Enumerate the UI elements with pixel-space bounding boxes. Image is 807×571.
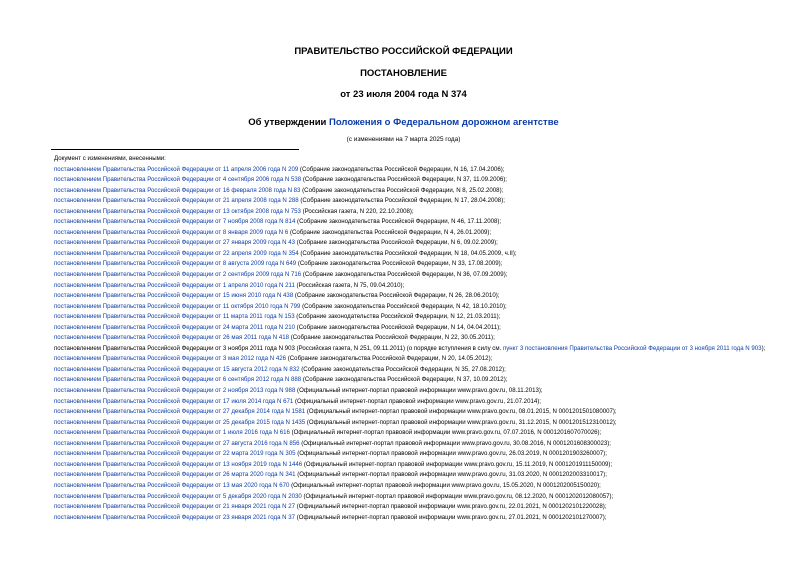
amendment-item <box>38 344 800 355</box>
amendment-link[interactable]: постановлением Правительства Российской Федерации от 22 марта 2019 года N 305 <box>54 450 296 458</box>
amendment-link[interactable]: постановлением Правительства Российской Федерации от 2 ноября 2013 года N 988 <box>54 387 296 395</box>
amendment-link[interactable]: постановлением Правительства Российской Федерации от 27 января 2009 года N 43 <box>54 239 296 247</box>
amendment-link[interactable]: постановлением Правительства Российской Федерации от 24 марта 2011 года N 210 <box>54 323 296 331</box>
amendment-source: (Официальный интернет-портал правовой информации www.pravo.gov.ru, 30.08.2016, N 0001201608300023); <box>299 439 611 447</box>
amendment-link[interactable]: постановлением Правительства Российской Федерации от 4 сентября 2006 года N 538 <box>54 176 302 184</box>
amendment-source: (Официальный интернет-портал правовой информации www.pravo.gov.ru, 15.05.2020, N 0001202005150020); <box>289 481 601 489</box>
amendment-source: (Официальный интернет-портал правовой информации www.pravo.gov.ru, 27.01.2021, N 0001202101270007); <box>295 513 607 521</box>
revision-note: (с изменениями на 7 марта 2025 года) <box>346 136 461 143</box>
amendment-source: (Собрание законодательства Российской Федерации, N 37, 10.09.2012); <box>301 376 508 384</box>
amendment-item <box>38 365 800 376</box>
amendment-source: (Собрание законодательства Российской Федерации, N 20, 14.05.2012); <box>286 355 493 363</box>
amendment-link[interactable]: постановлением Правительства Российской Федерации от 3 мая 2012 года N 426 <box>54 355 287 363</box>
amendments-list <box>38 154 800 523</box>
amendment-item <box>38 333 800 344</box>
amendment-source: (Собрание законодательства Российской Федерации, N 16, 17.04.2006); <box>298 165 505 173</box>
amendment-item <box>38 397 800 408</box>
amendment-source: (Российская газета, N 75, 09.04.2010); <box>294 281 405 289</box>
amendment-link[interactable]: постановлением Правительства Российской Федерации от 6 сентября 2012 года N 888 <box>54 376 302 384</box>
amendment-link[interactable]: постановлением Правительства Российской Федерации от 22 апреля 2009 года N 354 <box>54 249 299 257</box>
amendment-item <box>38 492 800 503</box>
amendment-source: (Собрание законодательства Российской Федерации, N 46, 17.11.2008); <box>295 218 502 226</box>
amendment-link[interactable]: постановлением Правительства Российской Федерации от 13 октября 2008 года N 753 <box>54 207 301 215</box>
amendment-item <box>38 407 800 418</box>
amendment-item <box>38 186 800 197</box>
amendment-item <box>38 291 800 302</box>
amendment-link[interactable]: постановлением Правительства Российской Федерации от 5 декабря 2020 года N 2030 <box>54 492 302 500</box>
amendment-link[interactable]: постановлением Правительства Российской Федерации от 26 марта 2020 года N 341 <box>54 471 296 479</box>
amendment-link[interactable]: постановлением Правительства Российской Федерации от 11 октября 2010 года N 799 <box>54 302 301 310</box>
amendment-source: (Собрание законодательства Российской Федерации, N 36, 07.09.2009); <box>301 271 508 279</box>
amendment-item <box>38 481 800 492</box>
document-type-heading: ПОСТАНОВЛЕНИЕ <box>360 68 447 79</box>
amendment-item <box>38 502 800 513</box>
amendment-item <box>38 207 800 218</box>
amendment-source: (Собрание законодательства Российской Федерации, N 4, 26.01.2009); <box>288 228 492 236</box>
amendment-item <box>38 386 800 397</box>
amendment-link[interactable]: постановлением Правительства Российской Федерации от 1 апреля 2010 года N 211 <box>54 281 295 289</box>
amendment-link[interactable]: постановлением Правительства Российской Федерации от 17 июля 2014 года N 671 <box>54 397 294 405</box>
amendment-item <box>38 449 800 460</box>
amendment-source: (Собрание законодательства Российской Федерации, N 33, 17.08.2009); <box>296 260 503 268</box>
amendment-link[interactable]: постановлением Правительства Российской Федерации от 15 августа 2012 года N 832 <box>54 365 300 373</box>
amendment-item <box>38 418 800 429</box>
amendment-item <box>38 439 800 450</box>
amendment-item <box>38 428 800 439</box>
amendment-source: (Официальный интернет-портал правовой информации www.pravo.gov.ru, 22.01.2021, N 0001202101220028); <box>295 503 607 511</box>
amendment-source: (Российская газета, N 220, 22.10.2008); <box>300 207 414 215</box>
amendment-source: (Собрание законодательства Российской Федерации, N 14, 04.04.2011); <box>295 323 501 331</box>
amendment-link[interactable]: постановлением Правительства Российской Федерации от 13 мая 2020 года N 670 <box>54 481 290 489</box>
amendment-item <box>38 470 800 481</box>
amendment-source: (Официальный интернет-портал правовой информации www.pravo.gov.ru, 31.12.2015, N 0001201512310012); <box>305 418 617 426</box>
amendment-item <box>38 281 800 292</box>
amendment-source: (Официальный интернет-портал правовой информации www.pravo.gov.ru, 08.12.2020, N 0001202012080057); <box>301 492 614 500</box>
government-heading: ПРАВИТЕЛЬСТВО РОССИЙСКОЙ ФЕДЕРАЦИИ <box>294 46 513 57</box>
amendment-item <box>38 217 800 228</box>
amendment-item <box>38 513 800 524</box>
amendment-clause-link[interactable]: пункт 3 постановления Правительства Российской Федерации от 3 ноября 2011 года N 903 <box>502 344 762 352</box>
amendment-link[interactable]: постановлением Правительства Российской Федерации от 8 января 2009 года N 6 <box>54 228 289 236</box>
amendment-source: (Официальный интернет-портал правовой информации www.pravo.gov.ru, 07.07.2016, N 0001201607070026); <box>289 429 602 437</box>
amendment-source: (Собрание законодательства Российской Федерации, N 12, 21.03.2011); <box>294 313 501 321</box>
document-title <box>0 117 807 128</box>
amendment-link[interactable]: постановлением Правительства Российской Федерации от 8 августа 2009 года N 649 <box>54 260 297 268</box>
amendment-source: (Официальный интернет-портал правовой информации www.pravo.gov.ru, 15.11.2019, N 0001201911150009); <box>302 460 613 468</box>
amendment-source: (Собрание законодательства Российской Федерации, N 22, 30.05.2011); <box>289 334 495 342</box>
regulation-link[interactable]: Положения о Федеральном дорожном агентстве <box>329 117 559 128</box>
divider <box>51 149 299 150</box>
amendment-item <box>38 375 800 386</box>
amendment-item <box>38 165 800 176</box>
amendment-link[interactable]: постановлением Правительства Российской Федерации от 7 ноября 2008 года N 814 <box>54 218 296 226</box>
amendment-item <box>38 228 800 239</box>
amendment-source: (Официальный интернет-портал правовой информации www.pravo.gov.ru, 08.01.2015, N 0001201501080007); <box>305 408 617 416</box>
amendment-link[interactable]: постановлением Правительства Российской Федерации от 23 января 2021 года N 37 <box>54 513 296 521</box>
amendment-item <box>38 302 800 313</box>
amendment-item <box>38 238 800 249</box>
amendment-link[interactable]: постановлением Правительства Российской Федерации от 15 июня 2010 года N 438 <box>54 292 294 300</box>
amendment-source: (Официальный интернет-портал правовой информации www.pravo.gov.ru, 08.11.2013); <box>295 387 543 395</box>
amendment-source: (Собрание законодательства Российской Федерации, N 8, 25.02.2008); <box>300 186 504 194</box>
amendment-item <box>38 175 800 186</box>
amendment-source: (Официальный интернет-портал правовой информации www.pravo.gov.ru, 26.03.2019, N 0001201903260007); <box>295 450 607 458</box>
amendment-item <box>38 312 800 323</box>
amendment-item <box>38 259 800 270</box>
amendment-item <box>38 323 800 334</box>
amendment-link[interactable]: постановлением Правительства Российской Федерации от 21 января 2021 года N 27 <box>54 503 296 511</box>
amendment-item <box>38 270 800 281</box>
title-prefix: Об утверждении <box>248 117 330 128</box>
amendment-link[interactable]: постановлением Правительства Российской Федерации от 27 августа 2016 года N 856 <box>54 439 300 447</box>
amendment-link[interactable]: постановлением Правительства Российской Федерации от 13 ноября 2019 года N 1446 <box>54 460 303 468</box>
amendment-link[interactable]: постановлением Правительства Российской Федерации от 26 мая 2011 года N 418 <box>54 334 289 342</box>
amendment-source: (Официальный интернет-портал правовой информации www.pravo.gov.ru, 31.03.2020, N 0001202003310017); <box>295 471 607 479</box>
amendment-item <box>38 196 800 207</box>
amendment-link[interactable]: постановлением Правительства Российской Федерации от 25 декабря 2015 года N 1435 <box>54 418 306 426</box>
amendment-link[interactable]: постановлением Правительства Российской Федерации от 11 марта 2011 года N 153 <box>54 313 295 321</box>
amendment-link[interactable]: постановлением Правительства Российской Федерации от 1 июля 2016 года N 616 <box>54 429 290 437</box>
amendment-source: (Официальный интернет-портал правовой информации www.pravo.gov.ru, 21.07.2014); <box>293 397 541 405</box>
amendment-source: (Собрание законодательства Российской Федерации, N 35, 27.08.2012); <box>299 365 506 373</box>
amendment-source: (Собрание законодательства Российской Федерации, N 6, 09.02.2009); <box>295 239 498 247</box>
amendment-tail: ); <box>761 344 766 352</box>
amendment-link[interactable]: постановлением Правительства Российской Федерации от 27 декабря 2014 года N 1581 <box>54 408 306 416</box>
amendment-link[interactable]: постановлением Правительства Российской Федерации от 16 февраля 2008 года N 83 <box>54 186 301 194</box>
amendment-link[interactable]: постановлением Правительства Российской Федерации от 11 апреля 2006 года N 209 <box>54 165 299 173</box>
amendment-item <box>38 249 800 260</box>
amendments-intro: Документ с изменениями, внесенными: <box>54 155 166 162</box>
amendment-source: (Собрание законодательства Российской Федерации, N 26, 28.06.2010); <box>293 292 500 300</box>
document-date-number: от 23 июля 2004 года N 374 <box>340 89 467 100</box>
amendment-item <box>38 354 800 365</box>
amendment-source: (Собрание законодательства Российской Федерации, N 42, 18.10.2010); <box>300 302 507 310</box>
amendment-link[interactable]: постановлением Правительства Российской Федерации от 2 сентября 2009 года N 716 <box>54 271 302 279</box>
amendment-text: постановлением Правительства Российской Федерации от 3 ноября 2011 года N 903 (Российская газета, N 251, 09.11.2011) (о порядке вступления в силу см. <box>54 344 503 352</box>
amendment-item <box>38 460 800 471</box>
amendment-link[interactable]: постановлением Правительства Российской Федерации от 21 апреля 2008 года N 288 <box>54 197 299 205</box>
amendment-source: (Собрание законодательства Российской Федерации, N 17, 28.04.2008); <box>298 197 505 205</box>
amendment-source: (Собрание законодательства Российской Федерации, N 37, 11.09.2006); <box>301 176 507 184</box>
amendment-source: (Собрание законодательства Российской Федерации, N 18, 04.05.2009, ч.II); <box>298 249 517 257</box>
